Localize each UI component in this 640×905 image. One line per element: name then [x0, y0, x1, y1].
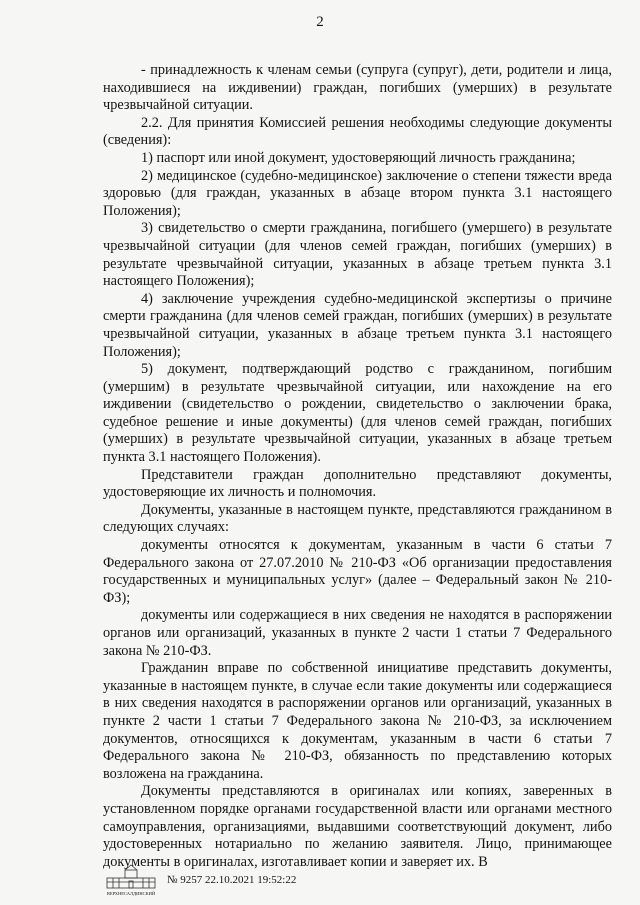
building-emblem-icon: [103, 864, 159, 890]
document-registration-id: № 9257 22.10.2021 19:52:22: [167, 874, 297, 886]
list-item: 3) свидетельство о смерти гражданина, погибшего (умершего) в результате чрезвычайной ситуации (для членов семей граждан, погибших (умерших) в результате чрезвычайной ситуации, указанных в абзаце третьем пункта 3.1 настоящего Положения);: [103, 220, 612, 290]
paragraph: Документы, указанные в настоящем пункте, представляются гражданином в следующих случаях:: [103, 501, 612, 536]
page-number: 2: [316, 14, 324, 30]
paragraph: 2.2. Для принятия Комиссией решения необходимы следующие документы (сведения):: [103, 114, 612, 149]
paragraph: Документы представляются в оригиналах или копиях, заверенных в установленном порядке органами государственной власти или органами местного самоуправления, организациями, выдавшими соответствующий документ, либо удостоверенных нотариально по желанию заявителя. Лицо, принимающее документы в оригиналах, изготавливает копии и заверяет их. В: [103, 783, 612, 870]
stamp-caption: ВЕРХНЕСАЛДИНСКИЙ: [106, 891, 156, 896]
list-item: 2) медицинское (судебно-медицинское) заключение о степени тяжести вреда здоровью (для граждан, указанных в абзаце втором пункта 3.1 настоящего Положения);: [103, 167, 612, 219]
registry-stamp: [103, 864, 159, 896]
paragraph: документы относятся к документам, указанным в части 6 статьи 7 Федерального закона от 27.07.2010 № 210-ФЗ «Об организации предоставления государственных и муниципальных услуг» (далее – Федеральный закон № 210-ФЗ);: [103, 537, 612, 606]
paragraph: Гражданин вправе по собственной инициативе представить документы, указанные в настоящем пункте, в случае если такие документы или содержащиеся в них сведения находятся в распоряжении органов или организаций, указанных в пункте 2 части 1 статьи 7 Федерального закона № 210-ФЗ, за исключением документов, относящихся к документам, указанным в части 6 статьи 7 Федерального закона № 210-ФЗ, обязанность по представлению которых возложена на гражданина.: [103, 660, 612, 782]
list-item: 4) заключение учреждения судебно-медицинской экспертизы о причине смерти гражданина (для членов семей граждан, погибших (умерших) в результате чрезвычайной ситуации, указанных в абзаце третьем пункта 3.1 настоящего Положения);: [103, 290, 612, 360]
paragraph: - принадлежность к членам семьи (супруга (супруг), дети, родители и лица, находившиеся на иждивении) граждан, погибших (умерших) в результате чрезвычайной ситуации.: [103, 62, 612, 114]
paragraph: документы или содержащиеся в них сведения не находятся в распоряжении органов или организаций, указанных в пункте 2 части 1 статьи 7 Федерального закона № 210-ФЗ.: [103, 607, 612, 659]
list-item: 5) документ, подтверждающий родство с гражданином, погибшим (умершим) в результате чрезвычайной ситуации, или нахождение на его иждивении (свидетельство о рождении, свидетельство о заключении брака, судебное решение и иные документы) (для членов семей граждан, погибших (умерших) в результате чрезвычайной ситуации, указанных в абзаце третьем пункта 3.1 настоящего Положения).: [103, 361, 612, 466]
paragraph: Представители граждан дополнительно представляют документы, удостоверяющие их личность и полномочия.: [103, 466, 612, 501]
document-footer: [103, 862, 296, 898]
list-item: 1) паспорт или иной документ, удостоверяющий личность гражданина;: [141, 149, 576, 166]
document-body: [103, 62, 612, 871]
